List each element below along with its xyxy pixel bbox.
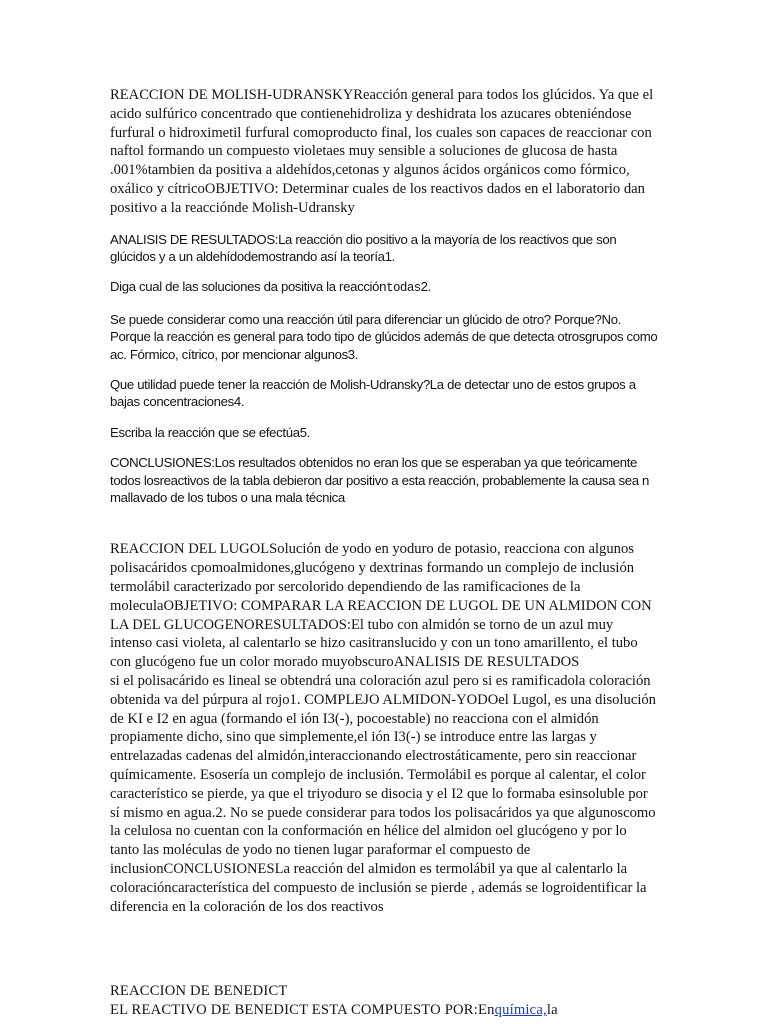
benedict-title: REACCION DE BENEDICT [110,983,288,1000]
question-1-answer: todas [386,281,421,296]
molish-question-3: Que utilidad puede tener la reacción de Molish-Udransky?La de detectar uno de estos grupos a bajas concentraciones4. [110,377,636,410]
lugol-analysis-paragraph: si el polisacárido es lineal se obtendrá una coloración azul pero si es ramificadola coloración obtenida va del púrpura al rojo1. COMPLEJO ALMIDON-YODOel Lugol, es una disolución de KI e I2 en agua (formando el ión I3(-), pocoestable) no reacciona con el almidón propiamente dicho, sino que simplemente,el ión I3(-) se introduce entre las largas y entrelazadas cadenas del almidón,interaccionando electrostáticamente, pero sin reaccionar químicamente. Esosería un complejo de inclusión. Termolábil es porque al calentar, el color característico se pierde, ya que el triyoduro se disocia y el I2 que lo formaba esinsoluble por sí mismo en agua.2. No se puede considerar para todos los polisacáridos ya que algunoscomo la celulosa no cuentan con la conformación en hélice del almidon oel glucógeno y por lo tanto las moléculas de yodo no tienen lugar paraformar el compuesto de inclusionCONCLUSIONESLa reacción del almidon es termolábil ya que al calentarlo la coloracióncaracterística del compuesto de inclusión se pierde , además se logroidentificar la diferencia en la coloración de los dos reactivos [110,673,656,915]
lugol-intro-paragraph: REACCION DEL LUGOLSolución de yodo en yoduro de potasio, reacciona con algunos polisacáridos cpomoalmidones,glucógeno y dextrinas formando un complejo de inclusión termolábil caracterizado por sercolorido dependiendo de las ramificaciones de la moleculaOBJETIVO: COMPARAR LA REACCION DE LUGOL DE UN ALMIDON CON LA DEL GLUCOGENORESULTADOS:El tubo con almidón se torno de un azul muy intenso casi violeta, al calentarlo se hizo casitranslucido y con un tono amarillento, el tubo con glucógeno fue un color morado muyobscuroANALISIS DE RESULTADOS [110,541,652,671]
molish-intro-paragraph: REACCION DE MOLISH-UDRANSKYReacción general para todos los glúcidos. Ya que el acido sulfúrico concentrado que contienehidroliza y deshidrata los azucares obteniéndose furfural o hidroximetil furfural comoproducto final, los cuales son capaces de reaccionar con naftol formando un compuesto violetaes muy sensible a soluciones de glucosa de hasta .001%tambien da positiva a aldehídos,cetonas y algunos ácidos orgánicos como fórmico, oxálico y cítricoOBJETIVO: Determinar cuales de los reactivos dados en el laboratorio dan positivo a la reacciónde Molish-Udransky [110,87,654,216]
benedict-section [110,982,658,1020]
question-1-text: Diga cual de las soluciones da positiva la reacción [110,279,387,295]
molish-question-2: Se puede considerar como una reacción útil para diferenciar un glúcido de otro? Porque?No. Porque la reacción es general para todo tipo de glúcidos además de que detecta otrosgrupos como ac. Fórmico, cítrico, por mencionar algunos3. [110,311,658,362]
benedict-line-tail: la [546,1002,558,1019]
document-page [110,86,658,1020]
molish-analysis-paragraph: ANALISIS DE RESULTADOS:La reacción dio positivo a la mayoría de los reactivos que son glúcidos y a un aldehídodemostrando así la teoría1. [110,231,617,264]
molish-question-1 [110,278,658,297]
benedict-first-line [110,1001,658,1020]
molish-conclusions: CONCLUSIONES:Los resultados obtenidos no eran los que se esperaban ya que teóricamente todos losreactivos de la tabla debieron dar positivo a esta reacción, probablemente la causa sea n mallavado de los tubos o una mala técnica [110,455,649,506]
question-1-number: 2. [420,279,431,295]
benedict-line-text: EL REACTIVO DE BENEDICT ESTA COMPUESTO POR:En [110,1002,495,1019]
molish-question-4: Escriba la reacción que se efectúa5. [110,424,310,440]
quimica-link[interactable]: química, [494,1002,547,1019]
